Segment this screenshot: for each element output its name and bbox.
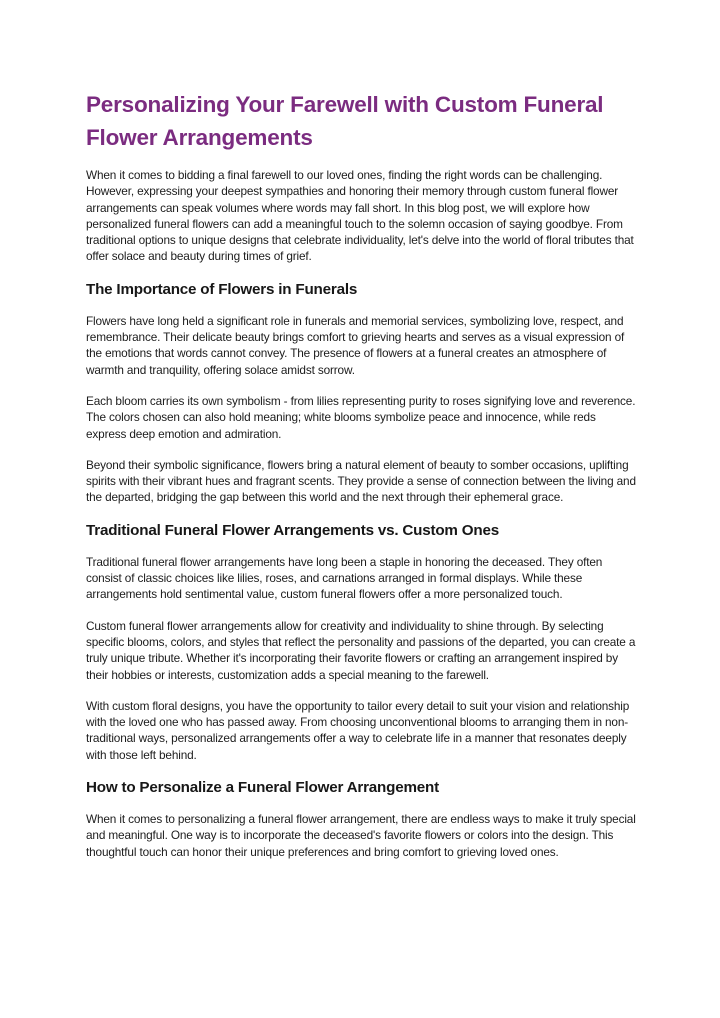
paragraph-beyond-symbolic: Beyond their symbolic significance, flowers bring a natural element of beauty to somber occasions, uplifting spirits with their vibrant hues and fragrant scents. They provide a sense of connection between the living and the departed, bridging the gap between this world and the next through their ephemeral grace. <box>86 457 636 505</box>
paragraph-bloom-symbolism: Each bloom carries its own symbolism - from lilies representing purity to roses signifying love and reverence. The colors chosen can also hold meaning; white blooms symbolize peace and innocence, while reds express deep emotion and admiration. <box>86 393 636 441</box>
heading-traditional-vs-custom: Traditional Funeral Flower Arrangements vs. Custom Ones <box>86 521 499 539</box>
paragraph-custom-creativity: Custom funeral flower arrangements allow for creativity and individuality to shine through. By selecting specific blooms, colors, and styles that reflect the personality and passions of the departed, you can create a truly unique tribute. Whether it's incorporating their favorite flowers or crafting an arrangement inspired by their hobbies or interests, customization adds a special meaning to the farewell. <box>86 618 636 682</box>
article-title: Personalizing Your Farewell with Custom Funeral Flower Arrangements <box>86 92 604 150</box>
paragraph-flowers-role: Flowers have long held a significant role in funerals and memorial services, symbolizing love, respect, and remembrance. Their delicate beauty brings comfort to grieving hearts and serves as a visual expression of the emotions that words cannot convey. The presence of flowers at a funeral creates an atmosphere of warmth and tranquility, offering solace amidst sorrow. <box>86 313 625 377</box>
paragraph-personalizing-ways: When it comes to personalizing a funeral flower arrangement, there are endless ways to make it truly special and meaningful. One way is to incorporate the deceased's favorite flowers or colors into the design. This thoughtful touch can honor their unique preferences and bring comfort to grieving loved ones. <box>86 812 636 859</box>
article-body <box>86 88 638 875</box>
paragraph-custom-designs: With custom floral designs, you have the opportunity to tailor every detail to suit your vision and relationship with the loved one who has passed away. From choosing unconventional blooms to arranging them in non-traditional ways, personalized arrangements offer a way to celebrate life in a manner that resonates deeply with those left behind. <box>86 698 630 762</box>
heading-importance-of-flowers: The Importance of Flowers in Funerals <box>86 280 358 298</box>
heading-how-to-personalize: How to Personalize a Funeral Flower Arrangement <box>86 779 439 797</box>
paragraph-intro: When it comes to bidding a final farewell to our loved ones, finding the right words can be challenging. However, expressing your deepest sympathies and honoring their memory through custom funeral flower arrangements can speak volumes where words may fall short. In this blog post, we will explore how personalized funeral flowers can add a meaningful touch to the solemn occasion of saying goodbye. From traditional options to unique designs that celebrate individuality, let's delve into the world of floral tributes that offer solace and beauty during times of grief. <box>86 168 634 264</box>
paragraph-traditional-arrangements: Traditional funeral flower arrangements have long been a staple in honoring the deceased. They often consist of classic choices like lilies, roses, and carnations arranged in formal displays. While these arrangements hold sentimental value, custom funeral flowers offer a more personalized touch. <box>86 554 603 602</box>
